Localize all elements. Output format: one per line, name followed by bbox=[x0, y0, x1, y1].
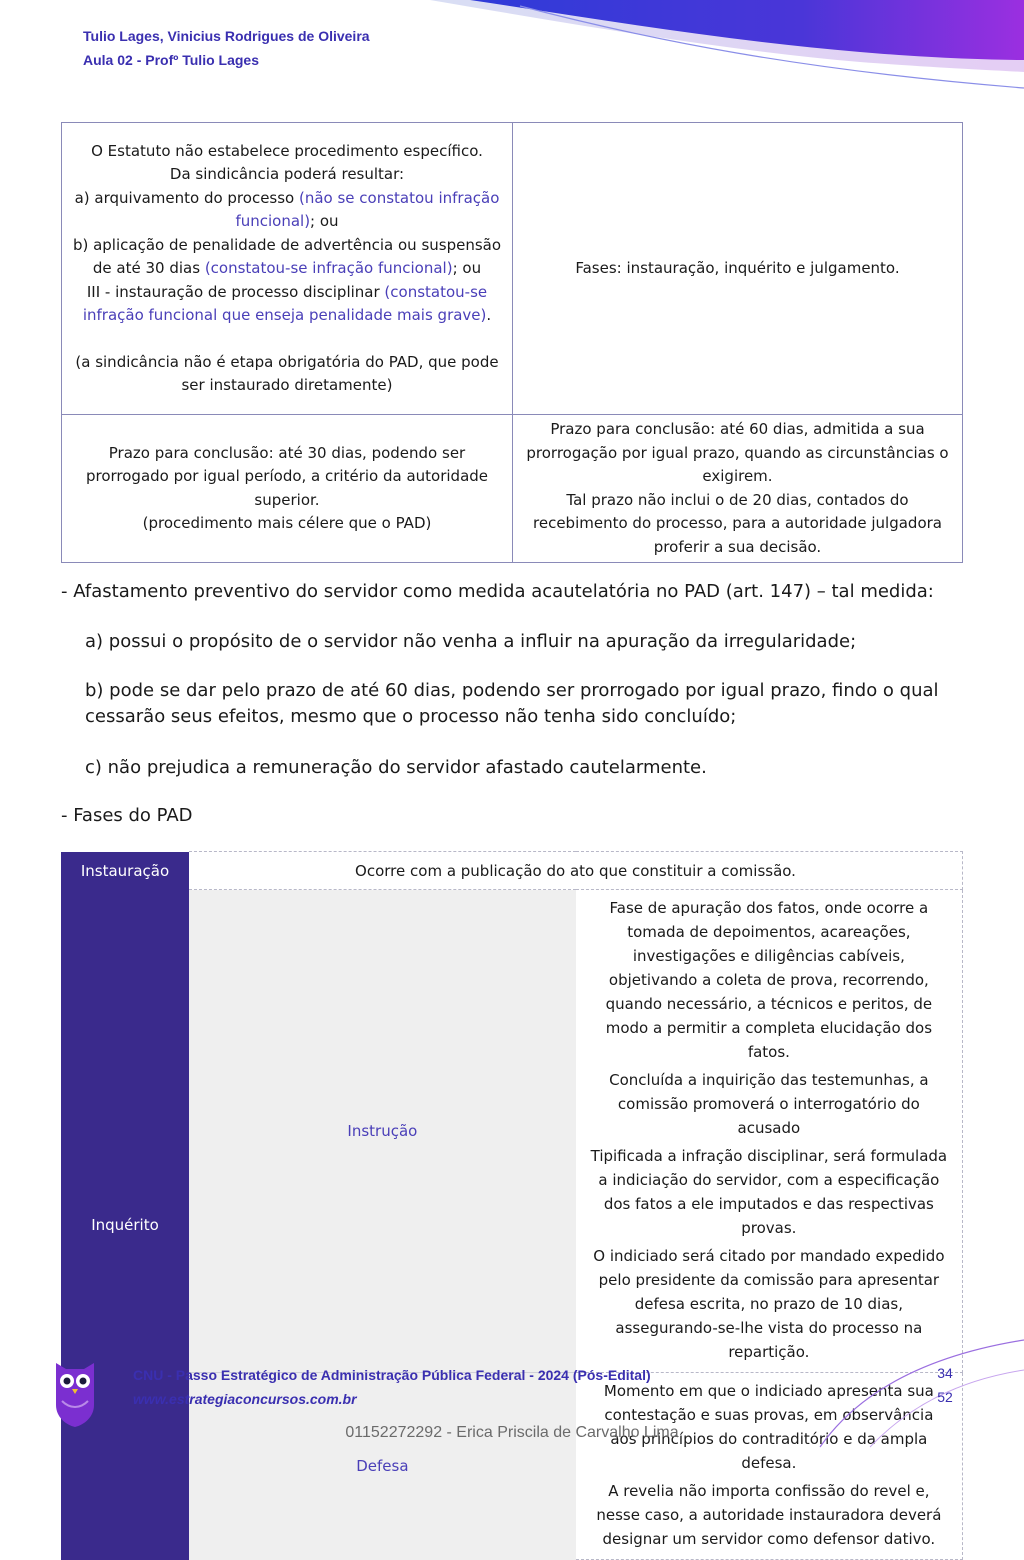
phase-text-instauracao: Ocorre com a publicação do ato que constituir a comissão. bbox=[189, 852, 963, 890]
list-item: a) possui o propósito de o servidor não venha a influir na apuração da irregularidade; bbox=[85, 631, 857, 652]
sindicancia-result-cell bbox=[62, 123, 513, 415]
cell-text: Tal prazo não inclui o de 20 dias, contados do recebimento do processo, para a autoridade julgadora proferir a sua decisão. bbox=[533, 490, 942, 556]
watermark: 01152272292 - Erica Priscila de Carvalho Lima bbox=[345, 1424, 679, 1441]
list-item: A revelia não importa confissão do revel e, nesse caso, a autoridade instauradora deverá designar um servidor como defensor dativo. bbox=[596, 1482, 942, 1548]
list-item: Momento em que o indiciado apresenta sua contestação e suas provas, em observância aos princípios do contraditório e da ampla defesa. bbox=[603, 1382, 934, 1472]
highlight-text: (constatou-se infração funcional que enseja penalidade mais grave) bbox=[82, 282, 488, 324]
option-a: a) arquivamento do processo (não se constatou infração funcional); ou bbox=[74, 188, 500, 230]
table-row bbox=[61, 890, 963, 1373]
page-number: 34 bbox=[937, 1365, 953, 1381]
option-c: III - instauração de processo disciplinar (constatou-se infração funcional que enseja penalidade mais grave). bbox=[82, 282, 492, 324]
option-b: b) aplicação de penalidade de advertência ou suspensão de até 30 dias (constatou-se infração funcional); ou bbox=[72, 235, 502, 277]
header-lesson: Aula 02 - Profº Tulio Lages bbox=[83, 52, 259, 68]
pad-phases-cell: Fases: instauração, inquérito e julgamento. bbox=[513, 123, 963, 415]
footer-course-title: CNU - Passo Estratégico de Administração Pública Federal - 2024 (Pós-Edital) bbox=[133, 1367, 651, 1383]
list-item: c) não prejudica a remuneração do servidor afastado cautelarmente. bbox=[85, 757, 707, 778]
footer-site-link[interactable]: www.estrategiaconcursos.com.br bbox=[133, 1391, 357, 1407]
section-title-fases: - Fases do PAD bbox=[61, 805, 193, 826]
paragraph-afastamento: - Afastamento preventivo do servidor como medida acautelatória no PAD (art. 147) – tal medida: bbox=[61, 581, 934, 602]
cell-text: Da sindicância poderá resultar: bbox=[169, 165, 405, 183]
sindicancia-deadline-cell bbox=[62, 415, 513, 563]
page-total: 52 bbox=[937, 1389, 953, 1405]
list-item: Fase de apuração dos fatos, onde ocorre a tomada de depoimentos, acareações, investigações e diligências cabíveis, objetivando a coleta de prova, recorrendo, quando necessário, a técnicos e peritos, de modo a permitir a completa elucidação dos fatos. bbox=[605, 899, 933, 1061]
subphase-label-defesa: Defesa bbox=[189, 1373, 576, 1560]
comparison-table bbox=[61, 122, 963, 563]
list-item: b) pode se dar pelo prazo de até 60 dias, podendo ser prorrogado por igual prazo, findo o qual cessarão seus efeitos, mesmo que o processo não tenha sido concluído; bbox=[85, 680, 939, 727]
phase-label-instauracao: Instauração bbox=[61, 852, 189, 890]
highlight-text: (não se constatou infração funcional) bbox=[235, 188, 500, 230]
list-item: Concluída a inquirição das testemunhas, a comissão promoverá o interrogatório do acusado bbox=[609, 1071, 929, 1137]
subphase-label-instrucao: Instrução bbox=[189, 890, 576, 1373]
table-row bbox=[61, 852, 963, 890]
cell-note: (a sindicância não é etapa obrigatória do PAD, que pode ser instaurado diretamente) bbox=[75, 352, 499, 394]
owl-logo-icon bbox=[52, 1355, 98, 1427]
cell-text: O Estatuto não estabelece procedimento específico. bbox=[91, 141, 483, 160]
cell-text: Prazo para conclusão: até 30 dias, podendo ser prorrogado por igual período, a critério da autoridade superior. bbox=[85, 443, 489, 509]
header-authors: Tulio Lages, Vinicius Rodrigues de Oliveira bbox=[83, 28, 370, 44]
cell-text: Prazo para conclusão: até 60 dias, admitida a sua prorrogação por igual prazo, quando as circunstâncias o exigirem. bbox=[526, 420, 949, 485]
table-row bbox=[62, 415, 963, 563]
list-item: Tipificada a infração disciplinar, será formulada a indiciação do servidor, com a especificação dos fatos a ele imputados e das respectivas provas. bbox=[590, 1147, 948, 1237]
pad-deadline-cell bbox=[513, 415, 963, 563]
table-row bbox=[62, 123, 963, 415]
highlight-text: (constatou-se infração funcional) bbox=[204, 259, 453, 277]
list-item: O indiciado será citado por mandado expedido pelo presidente da comissão para apresentar defesa escrita, no prazo de 10 dias, assegurando-se-lhe vista do processo na repartição. bbox=[593, 1247, 945, 1361]
phase-label-inquerito: Inquérito bbox=[61, 890, 189, 1560]
cell-text: (procedimento mais célere que o PAD) bbox=[142, 514, 432, 532]
pad-phases-table bbox=[61, 851, 963, 1560]
subphase-text-instrucao bbox=[576, 890, 963, 1373]
